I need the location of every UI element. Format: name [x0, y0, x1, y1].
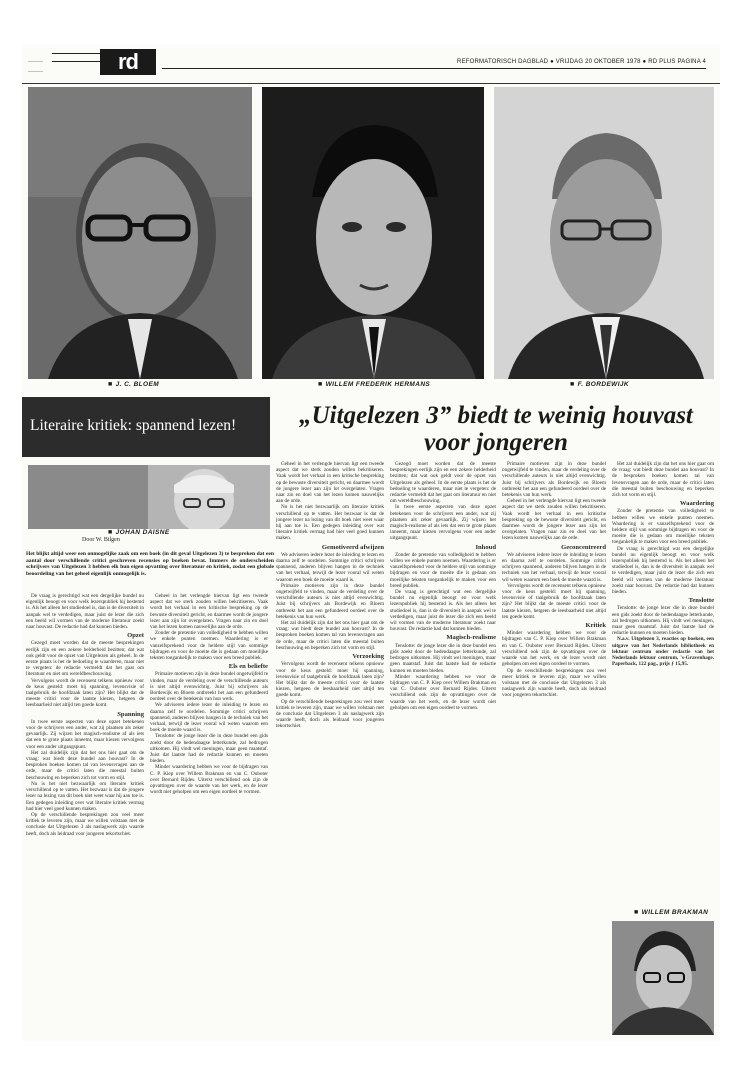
subhead-spanning: Spanning — [117, 710, 144, 718]
subhead-verzoeking: Verzoeking — [352, 653, 384, 661]
page-header — [22, 45, 720, 81]
newspaper-page — [22, 45, 720, 1041]
photo-brakman — [612, 921, 714, 1035]
paragraph: Vervolgens wordt de recensent telkens opnieuw voor de keus gesteld: moet hij spanning, levensvisie of taalgebruik de hoofdzaak laten zijn? Het blijkt dat de meeste critici voor de laatste kiezen, hetgeen de leesbaarheid niet altijd ten goede komt. — [276, 661, 384, 699]
text-column-1 — [26, 593, 144, 1035]
subhead-gemotiveerd: Gemotiveerd afwijzen — [321, 543, 384, 551]
byline: Door W. Bilgen — [82, 537, 120, 543]
paragraph: Primaire motieven zijn in deze bundel ongetwijfeld te vinden, maar de verdeling over de verschillende auteurs is niet altijd evenwichtig. Juist bij schrijvers als Bordewijk en Bloem ontbreekt het aan een gefundeerd oordeel over de betekenis van hun werk. — [150, 671, 268, 703]
portrait-photo-icon — [28, 87, 252, 379]
paragraph: Vervolgens wordt de recensent telkens opnieuw voor de keus gesteld: moet hij spanning, levensvisie of taalgebruik de hoofdzaak laten zijn? Het blijkt dat de meeste critici voor de laatste kiezen, hetgeen de leesbaarheid niet altijd ten goede komt. — [26, 677, 144, 709]
subhead-opzet: Opzet — [127, 632, 144, 640]
paragraph: Vervolgens wordt de recensent telkens opnieuw voor de keus gesteld: moet hij spanning, levensvisie of taalgebruik de hoofdzaak laten zijn? Het blijkt dat de meeste critici voor de laatste kiezen, hetgeen de leesbaarheid niet altijd ten goede komt. — [502, 582, 606, 620]
article-lead: Het blijkt altijd weer een onmogelijke zaak om een boek (in dit geval Uitgelezen 3) te bespreken dat een aantal door verschillende critici geschreven recensies op boeken bevat. Immers de onderscheiden schrijvers van Uitgelezen 3 hebben elk hun eigen opvatting over literatuur en kritiek, zodat een globale beoordeling van het geheel eigenlijk onmogelijk is. — [26, 551, 274, 577]
portrait-photo-icon — [612, 921, 714, 1035]
section-banner — [22, 397, 270, 457]
publication-line: REFORMATORISCH DAGBLAD ● VRIJDAG 20 OKTOBER 1978 ● RD PLUS PAGINA 4 — [457, 59, 706, 65]
text-column-5 — [502, 461, 606, 1035]
paragraph: Zonder de pretentie van volledigheid te hebben willen we enkele punten noemen. Waardering is er vanzelfsprekend voor de heldere stijl van sommige bijdragen en voor de moeite die is gedaan om moeilijke teksten toegankelijk te maken voor een breed publiek. — [612, 508, 714, 546]
paragraph: Minder waardering hebben we voor de bijdragen van C. P. Kiep over Willem Brakman en van C. Ouboter over Bernard Rijdes. Uiterst verschillend ook zijn de opvattingen over de waarde van het werk, en de lezer wordt niet geholpen om een eigen oordeel te vormen. — [390, 673, 496, 711]
paragraph: Het zal duidelijk zijn dat het ons hier gaat om de vraag: wat biedt deze bundel aan houvast? In de besproken boeken komen tal van levensvragen aan de orde, maar de critici laten die meestal buiten beschouwing en beperken zich tot vorm en stijl. — [276, 620, 384, 651]
paragraph: Op de verschillende besprekingen zou veel meer kritiek te leveren zijn, maar we willen volstaan met de conclusie dat Uitgelezen 3 als naslagwerk zijn waarde heeft, doch als leidraad voor jongeren tekortschiet. — [26, 811, 144, 837]
paragraph: Geheel in het verlengde hiervan ligt een tweede aspect dat we sterk zouden willen bekritiseren. Vaak wordt het verhaal in een kritische bespreking op de bewuste diversiteit gericht, en daarmee wordt de jongere lezer aan zijn lot overgelaten. Vragen naar zin en doel van het lezen komen nauwelijks aan de orde. — [502, 498, 606, 542]
paragraph: Minder waardering hebben we voor de bijdragen van C. P. Kiep over Willem Brakman en van C. Ouboter over Bernard Rijdes. Uiterst verschillend ook zijn de opvattingen over de waarde van het werk, en de lezer wordt niet geholpen om een eigen oordeel te vormen. — [502, 630, 606, 668]
portrait-photo-icon — [494, 87, 714, 379]
paragraph: Nu is het niet bezwaarlijk om literaire kritiek verschillend op te vatten. Het bezwaar is dat de jongere lezer na lezing van dit boek niet weet waar hij aan toe is. Een gedegen inleiding over wat literaire kritiek vermag had hier veel goed kunnen maken. — [276, 504, 384, 542]
paragraph: Geheel in het verlengde hiervan ligt een tweede aspect dat we sterk zouden willen bekritiseren. Vaak wordt het verhaal in een kritische bespreking op de bewuste diversiteit gericht, en daarmee wordt de jongere lezer aan zijn lot overgelaten. Vragen naar zin en doel van het lezen komen nauwelijks aan de orde. — [276, 461, 384, 505]
page-section: RD PLUS PAGINA 4 — [648, 59, 706, 65]
text-column-6 — [612, 461, 714, 901]
book-note: N.a.v. Uitgelezen 3, reacties op boeken, een uitgave van het Nederlands bibliotheek en lektuur centrum onder redactie van het Nederlands lektuur centrum, 's-Gravenhage. Paperback, 122 pag., prijs ƒ 15,95. — [612, 636, 714, 668]
paragraph: De vraag is gerechtigd wat een dergelijke bundel nu eigenlijk beoogt en voor welk lezerspubliek hij bestemd is. Als het alleen het studiedoel is, dan is de diversiteit in aanpak wel te verdedigen, maar juist de lezer die zich een beeld wil vormen van de moderne literatuur zoekt naar houvast. De redactie had dat kunnen bieden. — [26, 593, 144, 631]
paragraph: De vraag is gerechtigd wat een dergelijke bundel nu eigenlijk beoogt en voor welk lezerspubliek hij bestemd is. Als het alleen het studiedoel is, dan is de diversiteit in aanpak wel te verdedigen, maar juist de lezer die zich een beeld wil vormen van de moderne literatuur zoekt naar houvast. De redactie had dat kunnen bieden. — [612, 545, 714, 596]
caption-brakman: ■ WILLEM BRAKMAN — [634, 909, 709, 916]
paragraph: We adviseren iedere lezer de inleiding te lezen en daarna zelf te oordelen. Sommige critici schrijven spannend, anderen blijven hangen in de techniek van het verhaal, terwijl de lezer vooral wil weten waarom een boek de moeite waard is. — [276, 551, 384, 583]
paragraph: In twee eerste aspecten van deze opzet betekenen voor de schrijvers een ander, wat zij plaatsen als zeker gevaarlijk. Zij wijzen het magisch-realisme af als iets dat een te grote plaats inneemt, maar kiezen vervolgens voor een ander uitgangspunt. — [390, 504, 496, 542]
paragraph: Nu is het niet bezwaarlijk om literaire kritiek verschillend op te vatten. Het bezwaar is dat de jongere lezer na lezing van dit boek niet weet waar hij aan toe is. Een gedegen inleiding over wat literaire kritiek vermag had hier veel goed kunnen maken. — [26, 780, 144, 812]
subhead-kritiek: Kritiek — [585, 622, 606, 630]
paragraph: Het zal duidelijk zijn dat het ons hier gaat om de vraag: wat biedt deze bundel aan houvast? In de besproken boeken komen tal van levensvragen aan de orde, maar de critici laten die meestal buiten beschouwing en beperken zich tot vorm en stijl. — [26, 749, 144, 781]
caption-hermans: ■ WILLEM FREDERIK HERMANS — [318, 381, 431, 388]
paragraph: Tenslotte: de jonge lezer die in deze bundel een gids zoekt door de hedendaagse letterkunde, zal bedrogen uitkomen. Hij vindt wel meningen, maar geen maatstaf. Juist dat laatste had de redactie kunnen en moeten bieden. — [150, 733, 268, 765]
text-column-4 — [390, 461, 496, 1035]
portrait-photo-icon — [262, 87, 484, 379]
paragraph: Primaire motieven zijn in deze bundel ongetwijfeld te vinden, maar de verdeling over de verschillende auteurs is niet altijd evenwichtig. Juist bij schrijvers als Bordewijk en Bloem ontbreekt het aan een gefundeerd oordeel over de betekenis van hun werk. — [502, 461, 606, 499]
margin-mark: ——— — [28, 59, 43, 65]
subhead-waardering: Waardering — [679, 500, 714, 508]
publication-name: REFORMATORISCH DAGBLAD — [457, 59, 549, 65]
subhead-geconcentreerd: Geconcentreerd — [561, 543, 606, 551]
paragraph: De vraag is gerechtigd wat een dergelijke bundel nu eigenlijk beoogt en voor welk lezerspubliek hij bestemd is. Als het alleen het studiedoel is, dan is de diversiteit in aanpak wel te verdedigen, maar juist de lezer die zich een beeld wil vormen van de moderne literatuur zoekt naar houvast. De redactie had dat kunnen bieden. — [390, 589, 496, 633]
photo-bloem — [28, 87, 252, 379]
rd-logo: rd — [100, 49, 156, 75]
margin-mark: ——— — [28, 69, 43, 75]
paragraph: Minder waardering hebben we voor de bijdragen van C. P. Kiep over Willem Brakman en van C. Ouboter over Bernard Rijdes. Uiterst verschillend ook zijn de opvattingen over de waarde van het werk, en de lezer wordt niet geholpen om een eigen oordeel te vormen. — [150, 764, 268, 796]
paragraph: Zonder de pretentie van volledigheid te hebben willen we enkele punten noemen. Waardering is er vanzelfsprekend voor de heldere stijl van sommige bijdragen en voor de moeite die is gedaan om moeilijke teksten toegankelijk te maken voor een breed publiek. — [150, 630, 268, 662]
text-column-2 — [150, 593, 268, 1035]
caption-bordewijk: ■ F. BORDEWIJK — [570, 381, 630, 388]
photo-daisne — [28, 465, 270, 529]
paragraph: We adviseren iedere lezer de inleiding te lezen en daarna zelf te oordelen. Sommige critici schrijven spannend, anderen blijven hangen in de techniek van het verhaal, terwijl de lezer vooral wil weten waarom een boek de moeite waard is. — [502, 551, 606, 583]
subhead-els-beliefte: Els en beliefte — [228, 663, 268, 671]
paragraph: Tenslotte: de jonge lezer die in deze bundel een gids zoekt door de hedendaagse letterkunde, zal bedrogen uitkomen. Hij vindt wel meningen, maar geen maatstaf. Juist dat laatste had de redactie kunnen en moeten bieden. — [612, 605, 714, 637]
banner-title: Literaire kritiek: spannend lezen! — [30, 417, 237, 434]
paragraph: Gezegd moet worden dat de meeste besprekingen eerlijk zijn en een zekere helderheid bezitten; dat wat ook geldt voor de opzet van Uitgelezen als geheel. In de eerste plaats is het de bedoeling te waarderen, maar niet te vergeten: de redactie vermeldt dat het gaat om literatuur en niet om wereldbeschouwing. — [26, 640, 144, 678]
paragraph: Op de verschillende besprekingen zou veel meer kritiek te leveren zijn, maar we willen volstaan met de conclusie dat Uitgelezen 3 als naslagwerk zijn waarde heeft, doch als leidraad voor jongeren tekortschiet. — [502, 667, 606, 699]
portrait-photo-icon — [28, 465, 270, 529]
paragraph: Tenslotte: de jonge lezer die in deze bundel een gids zoekt door de hedendaagse letterkunde, zal bedrogen uitkomen. Hij vindt wel meningen, maar geen maatstaf. Juist dat laatste had de redactie kunnen en moeten bieden. — [390, 642, 496, 674]
paragraph: Op de verschillende besprekingen zou veel meer kritiek te leveren zijn, maar we willen volstaan met de conclusie dat Uitgelezen 3 als naslagwerk zijn waarde heeft, doch als leidraad voor jongeren tekortschiet. — [276, 698, 384, 730]
paragraph: In twee eerste aspecten van deze opzet betekenen voor de schrijvers een ander, wat zij plaatsen als zeker gevaarlijk. Zij wijzen het magisch-realisme af als iets dat een te grote plaats inneemt, maar kiezen vervolgens voor een ander uitgangspunt. — [26, 718, 144, 750]
paragraph: Primaire motieven zijn in deze bundel ongetwijfeld te vinden, maar de verdeling over de verschillende auteurs is niet altijd evenwichtig. Juist bij schrijvers als Bordewijk en Bloem ontbreekt het aan een gefundeerd oordeel over de betekenis van hun werk. — [276, 582, 384, 620]
paragraph: Geheel in het verlengde hiervan ligt een tweede aspect dat we sterk zouden willen bekritiseren. Vaak wordt het verhaal in een kritische bespreking op de bewuste diversiteit gericht, en daarmee wordt de jongere lezer aan zijn lot overgelaten. Vragen naar zin en doel van het lezen komen nauwelijks aan de orde. — [150, 593, 268, 631]
subhead-magisch-realisme: Magisch-realisme — [446, 634, 496, 642]
caption-bloem: ■ J. C. BLOEM — [108, 381, 160, 388]
paragraph: We adviseren iedere lezer de inleiding te lezen en daarna zelf te oordelen. Sommige critici schrijven spannend, anderen blijven hangen in de techniek van het verhaal, terwijl de lezer vooral wil weten waarom een boek de moeite waard is. — [150, 702, 268, 734]
subhead-tenslotte: Tenslotte — [688, 597, 714, 605]
photo-hermans — [262, 87, 484, 379]
paragraph: Zonder de pretentie van volledigheid te hebben willen we enkele punten noemen. Waardering is er vanzelfsprekend voor de heldere stijl van sommige bijdragen en voor de moeite die is gedaan om moeilijke teksten toegankelijk te maken voor een breed publiek. — [390, 551, 496, 589]
caption-daisne: ■ JOHAN DAISNE — [108, 529, 170, 536]
subhead-inhoud: Inhoud — [475, 543, 496, 551]
photo-bordewijk — [494, 87, 714, 379]
publication-date: VRIJDAG 20 OKTOBER 1978 — [555, 59, 641, 65]
article-headline: „Uitgelezen 3” biedt te weinig houvast voor jongeren — [299, 402, 693, 456]
paragraph: Het zal duidelijk zijn dat het ons hier gaat om de vraag: wat biedt deze bundel aan houvast? In de besproken boeken komen tal van levensvragen aan de orde, maar de critici laten die meestal buiten beschouwing en beperken zich tot vorm en stijl. — [612, 461, 714, 499]
paragraph: Gezegd moet worden dat de meeste besprekingen eerlijk zijn en een zekere helderheid bezitten; dat wat ook geldt voor de opzet van Uitgelezen als geheel. In de eerste plaats is het de bedoeling te waarderen, maar niet te vergeten: de redactie vermeldt dat het gaat om literatuur en niet om wereldbeschouwing. — [390, 461, 496, 505]
text-column-3 — [276, 461, 384, 1035]
